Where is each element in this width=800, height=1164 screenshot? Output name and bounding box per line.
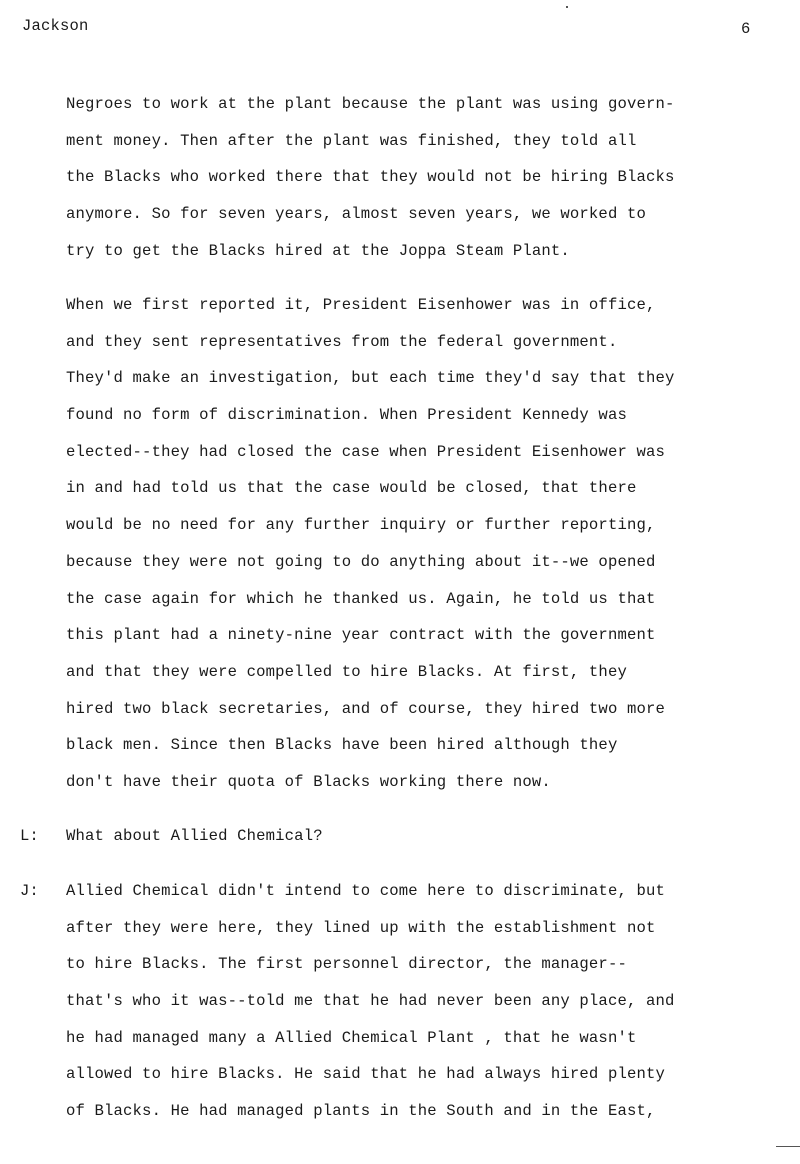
text-line: ment money. Then after the plant was finished, they told all bbox=[66, 131, 637, 150]
text-line: They'd make an investigation, but each time they'd say that they bbox=[66, 369, 675, 388]
text-line: When we first reported it, President Eisenhower was in office, bbox=[66, 296, 656, 314]
text-line: anymore. So for seven years, almost seven years, we worked to bbox=[66, 205, 646, 224]
text-line: to hire Blacks. The first personnel director, the manager-- bbox=[66, 955, 627, 974]
text-line: Allied Chemical didn't intend to come here to discriminate, but bbox=[66, 882, 665, 900]
text-line: would be no need for any further inquiry or further reporting, bbox=[66, 516, 656, 535]
interviewee-speaker-label: J: bbox=[20, 882, 39, 900]
text-line: the case again for which he thanked us. Again, he told us that bbox=[66, 589, 656, 608]
text-line: he had managed many a Allied Chemical Plant , that he wasn't bbox=[66, 1028, 637, 1047]
text-line: that's who it was--told me that he had never been any place, and bbox=[66, 992, 675, 1011]
text-line: found no form of discrimination. When President Kennedy was bbox=[66, 406, 627, 425]
text-line: elected--they had closed the case when President Eisenhower was bbox=[66, 442, 665, 461]
text-line: because they were not going to do anything about it--we opened bbox=[66, 552, 656, 571]
text-line: What about Allied Chemical? bbox=[66, 827, 323, 845]
text-line: the Blacks who worked there that they would not be hiring Blacks bbox=[66, 168, 675, 187]
interviewer-question bbox=[66, 818, 786, 855]
text-line: don't have their quota of Blacks working there now. bbox=[66, 772, 551, 791]
interviewer-speaker-label: L: bbox=[20, 827, 39, 845]
interviewee-answer bbox=[66, 873, 786, 1130]
scan-edge-line bbox=[776, 1146, 800, 1147]
scan-artifact-dot bbox=[566, 6, 568, 8]
text-line: and they sent representatives from the federal government. bbox=[66, 332, 618, 351]
text-line: in and had told us that the case would be closed, that there bbox=[66, 479, 637, 498]
paragraph-continuation bbox=[66, 86, 786, 269]
text-line: try to get the Blacks hired at the Joppa Steam Plant. bbox=[66, 241, 570, 260]
page-number: 6 bbox=[741, 20, 751, 38]
text-line: black men. Since then Blacks have been hired although they bbox=[66, 736, 618, 755]
text-line: Negroes to work at the plant because the plant was using govern- bbox=[66, 95, 675, 113]
text-line: of Blacks. He had managed plants in the South and in the East, bbox=[66, 1102, 656, 1121]
text-line: this plant had a ninety-nine year contract with the government bbox=[66, 626, 656, 645]
text-line: and that they were compelled to hire Blacks. At first, they bbox=[66, 662, 627, 681]
text-line: hired two black secretaries, and of course, they hired two more bbox=[66, 699, 665, 718]
header-interviewee-name: Jackson bbox=[22, 17, 89, 35]
text-line: allowed to hire Blacks. He said that he had always hired plenty bbox=[66, 1065, 665, 1084]
paragraph-eisenhower-kennedy bbox=[66, 287, 786, 801]
text-line: after they were here, they lined up with the establishment not bbox=[66, 918, 656, 937]
